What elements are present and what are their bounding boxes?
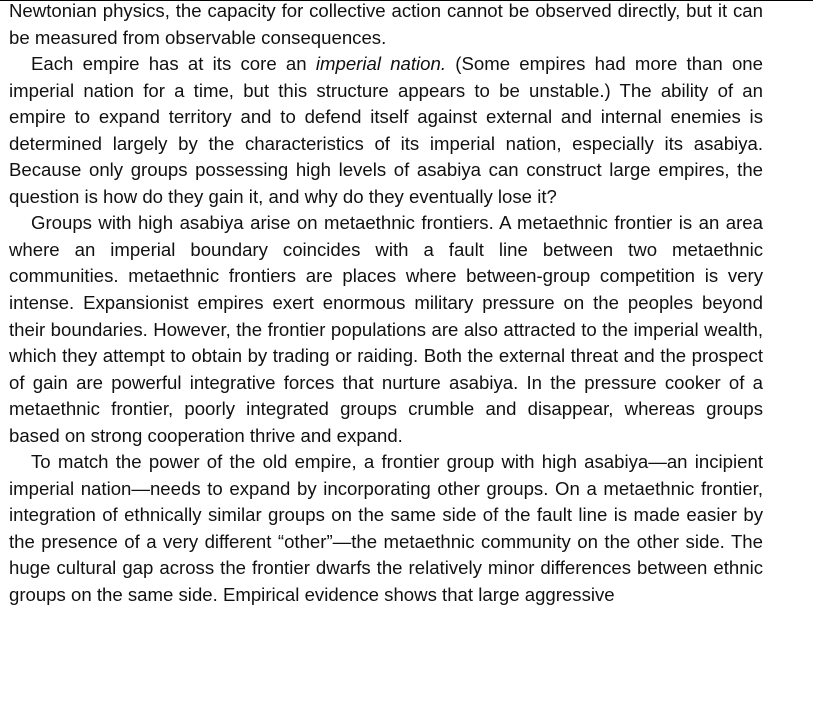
- emphasized-term: imperial nation.: [315, 53, 447, 75]
- paragraph-imperial-nation: [9, 51, 763, 210]
- paragraph-frontier-group: To match the power of the old empire, a frontier group with high asabiya—an incipient imperial nation—needs to expand by incorporating other groups. On a metaethnic frontier, integration of ethnically similar groups on the same side of the fault line is made easier by the presence of a very different “other”—the metaethnic community on the other side. The huge cultural gap across the frontier dwarfs the relatively minor differences between ethnic groups on the same side. Empirical evidence shows that large aggressive: [9, 451, 763, 606]
- paragraph-continued: Newtonian physics, the capacity for collective action cannot be observed directly, but it can be measured from observable consequences.: [9, 0, 763, 48]
- paragraph-text-before: Each empire has at its core an: [31, 53, 316, 75]
- paragraph-metaethnic-frontiers: Groups with high asabiya arise on metaethnic frontiers. A metaethnic frontier is an area where an imperial boundary coincides with a fault line between two metaethnic communities. metaethnic frontiers are places where between-group competition is very intense. Expansionist empires exert enormous military pressure on the peoples beyond their boundaries. However, the frontier populations are also attracted to the imperial wealth, which they attempt to obtain by trading or raiding. Both the external threat and the prospect of gain are powerful integrative forces that nurture asabiya. In the pressure cooker of a metaethnic frontier, poorly integrated groups crumble and disappear, whereas groups based on strong cooperation thrive and expand.: [9, 212, 763, 446]
- document-page: [9, 0, 763, 609]
- paragraph-text-after: (Some empires had more than one imperial nation for a time, but this structure appears to be unstable.) The ability of an empire to expand territory and to defend itself against external and internal enemies is determined largely by the characteristics of its imperial nation, especially its asabiya. Because only groups possessing high levels of asabiya can construct large empires, the question is how do they gain it, and why do they eventually lose it?: [9, 53, 763, 207]
